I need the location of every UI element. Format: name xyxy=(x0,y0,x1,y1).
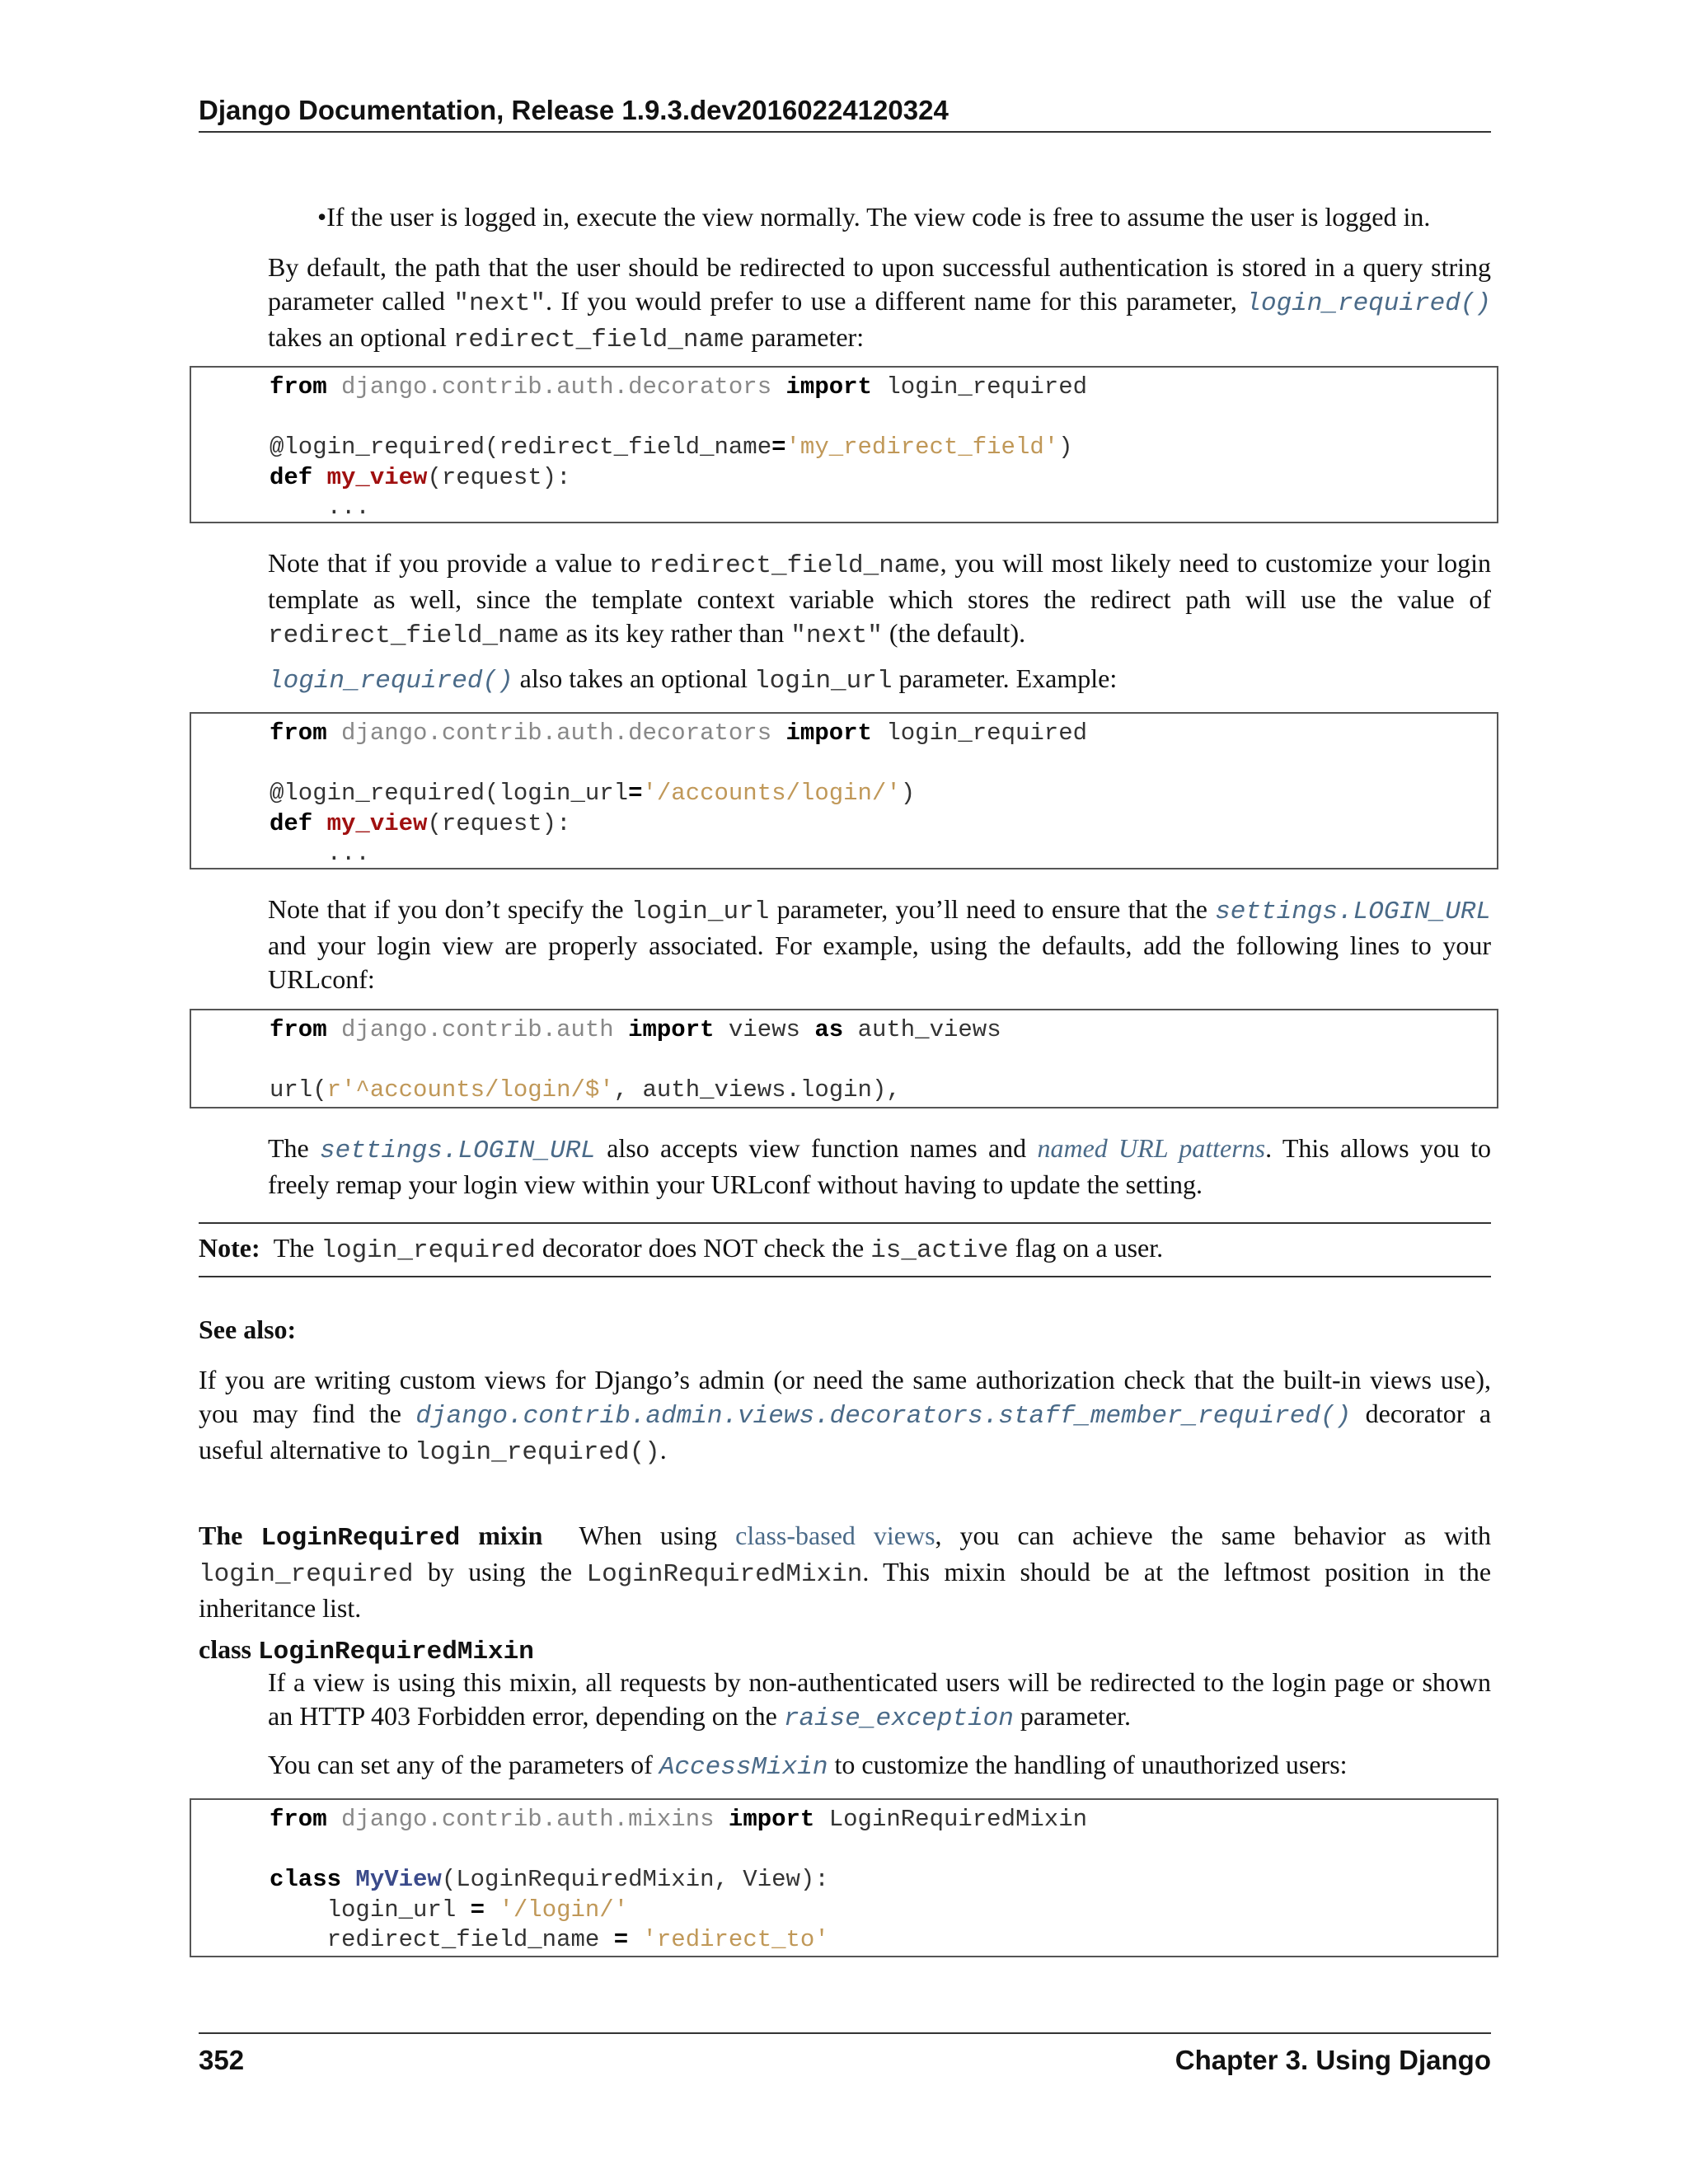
access-mixin-link[interactable]: AccessMixin xyxy=(659,1753,828,1782)
bullet-mark: • xyxy=(317,202,327,232)
login-required-link[interactable]: login_required() xyxy=(1245,289,1492,318)
bullet-text: If the user is logged in, execute the view normally. The view code is free to assume the user is logged in. xyxy=(326,202,1431,232)
class-definition: class LoginRequiredMixin xyxy=(199,1634,534,1666)
see-also-label: See also: xyxy=(199,1315,297,1344)
paragraph-redirect-template: Note that if you provide a value to redirect_field_name, you will most likely need to customize your login template as well, since the template context variable which stores the redirect path will use the value of redirect_field_name as its key rather than "next" (the default). xyxy=(268,548,1492,650)
code-block-redirect-field: from django.contrib.auth.decorators import login_required @login_required(redirect_field_name='my_redirect_field') def my_view(request): ... xyxy=(190,366,1498,523)
note-label: Note: xyxy=(199,1233,260,1263)
mixin-description: If a view is using this mixin, all requests by non-authenticated users will be redirected to the login page or shown an HTTP 403 Forbidden error, depending on the raise_exception parameter. xyxy=(268,1667,1491,1733)
bullet-item xyxy=(317,200,1496,234)
named-url-patterns-link[interactable]: named URL patterns xyxy=(1037,1133,1266,1163)
mixin-heading: The LoginRequired mixin xyxy=(199,1521,543,1553)
loginrequired-mixin-paragraph: The LoginRequired mixin When using class-based views, you can achieve the same behavior as with login_required by using the LoginRequiredMixin. This mixin should be at the leftmost position in the inheritance list. xyxy=(199,1521,1492,1623)
staff-member-required-link[interactable]: django.contrib.admin.views.decorators.staff_member_required() xyxy=(415,1402,1352,1431)
see-also-paragraph: If you are writing custom views for Django’s admin (or need the same authorization check that the built-in views use), you may find the django.contrib.admin.views.decorators.staff_member_required() decorator a useful alternative to login_required(). xyxy=(199,1365,1492,1467)
code-block-login-url: from django.contrib.auth.decorators import login_required @login_required(login_url='/accounts/login/') def my_view(request): ... xyxy=(190,712,1498,869)
page-footer xyxy=(199,2032,1491,2079)
paragraph-redirect-default: By default, the path that the user should be redirected to upon successful authentication is stored in a query string parameter called "next". If you would prefer to use a different name for this parameter, login_required() takes an optional redirect_field_name parameter: xyxy=(268,252,1492,354)
login-required-link[interactable]: login_required() xyxy=(268,667,513,696)
class-based-views-link[interactable]: class-based views xyxy=(735,1521,935,1550)
mixin-parameters-paragraph: You can set any of the parameters of AccessMixin to customize the handling of unauthorized users: xyxy=(268,1750,1348,1782)
note-box: Note: The login_required decorator does NOT check the is_active flag on a user. xyxy=(199,1222,1491,1277)
code-block-mixin-example: from django.contrib.auth.mixins import LoginRequiredMixin class MyView(LoginRequiredMixin, View): login_url = '/login/' redirect_field_name = 'redirect_to' xyxy=(190,1798,1498,1957)
settings-login-url-link[interactable]: settings.LOGIN_URL xyxy=(320,1137,596,1165)
settings-login-url-link[interactable]: settings.LOGIN_URL xyxy=(1215,898,1492,926)
code-block-urlconf: from django.contrib.auth import views as auth_views url(r'^accounts/login/$', auth_views.login), xyxy=(190,1009,1498,1108)
paragraph-named-url: The settings.LOGIN_URL also accepts view function names and named URL patterns. This allows you to freely remap your login view within your URLconf without having to update the setting. xyxy=(268,1133,1492,1199)
paragraph-login-url-setting: Note that if you don’t specify the login_url parameter, you’ll need to ensure that the settings.LOGIN_URL and your login view are properly associated. For example, using the defaults, add the following lines to your URLconf: xyxy=(268,894,1492,994)
page-number: 352 xyxy=(199,2045,245,2075)
page-header: Django Documentation, Release 1.9.3.dev20160224120324 xyxy=(199,92,1491,133)
raise-exception-link[interactable]: raise_exception xyxy=(783,1704,1014,1733)
paragraph-login-url: login_required() also takes an optional login_url parameter. Example: xyxy=(268,663,1118,696)
chapter-title: Chapter 3. Using Django xyxy=(1175,2045,1491,2075)
